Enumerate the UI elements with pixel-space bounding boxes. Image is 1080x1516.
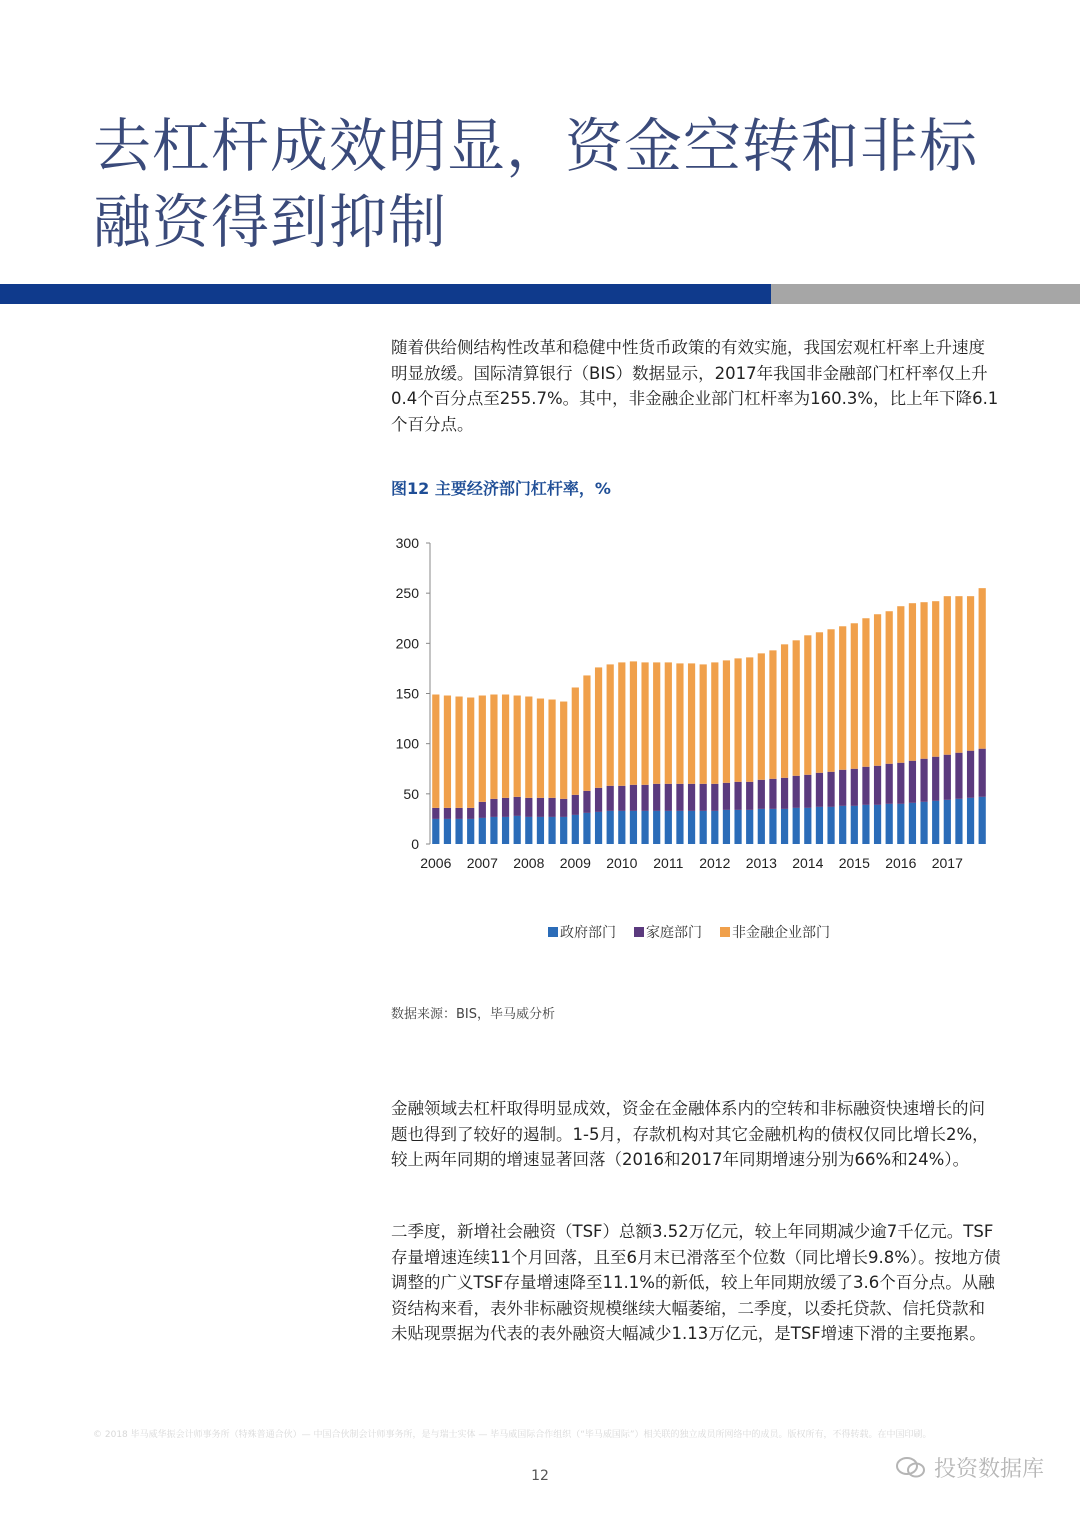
bar-segment-corporate	[979, 588, 986, 749]
wechat-icon	[896, 1456, 926, 1480]
bar-segment-corporate	[665, 662, 672, 783]
bar-segment-government	[944, 800, 951, 844]
bar-segment-household	[932, 757, 939, 801]
bar-segment-household	[641, 785, 648, 811]
bar-segment-household	[455, 808, 462, 819]
bar-segment-corporate	[525, 697, 532, 798]
x-tick-label: 2007	[466, 855, 498, 871]
y-tick-label: 0	[411, 836, 419, 852]
bar-segment-household	[490, 799, 497, 817]
bar-segment-household	[607, 786, 614, 811]
bar-segment-corporate	[572, 687, 579, 794]
bar-segment-corporate	[839, 626, 846, 769]
y-tick-label: 150	[395, 685, 419, 702]
paragraph-financial-deleveraging: 金融领域去杠杆取得明显成效，资金在金融体系内的空转和非标融资快速增长的问题也得到了较好的遏制。1-5月，存款机构对其它金融机构的债权仅同比增长2%，较上两年同期的增速显著回落（2016和2017年同期增速分别为66%和24%）。	[391, 1099, 989, 1169]
bar-segment-household	[723, 783, 730, 810]
bar-segment-corporate	[746, 657, 753, 781]
legend-swatch-household	[634, 927, 644, 937]
bar-segment-government	[630, 811, 637, 844]
bar-segment-corporate	[688, 663, 695, 783]
bar-segment-household	[653, 784, 660, 811]
bar-segment-government	[979, 797, 986, 844]
bar-segment-government	[455, 819, 462, 844]
bar-segment-household	[746, 782, 753, 810]
bar-segment-corporate	[595, 667, 602, 787]
bar-segment-household	[886, 764, 893, 804]
bar-segment-household	[769, 779, 776, 809]
bar-segment-corporate	[700, 664, 707, 783]
legend-item-government	[548, 922, 616, 942]
bar-segment-government	[769, 809, 776, 844]
bar-segment-household	[711, 784, 718, 811]
bar-segment-corporate	[944, 596, 951, 755]
bar-segment-government	[537, 817, 544, 844]
bar-segment-corporate	[920, 602, 927, 759]
bar-segment-household	[572, 795, 579, 815]
legend-label-government: 政府部门	[560, 925, 616, 941]
bar-segment-household	[676, 784, 683, 811]
figure-source: 数据来源：BIS，毕马威分析	[391, 1007, 556, 1022]
bar-segment-household	[909, 761, 916, 803]
bar-segment-government	[793, 808, 800, 844]
bar-segment-government	[490, 817, 497, 844]
bar-segment-household	[665, 784, 672, 811]
bar-segment-corporate	[444, 696, 451, 808]
bar-segment-household	[897, 763, 904, 804]
bar-segment-household	[700, 784, 707, 811]
bar-segment-corporate	[967, 596, 974, 751]
x-tick-label: 2008	[513, 855, 545, 871]
bar-segment-household	[467, 808, 474, 819]
bar-segment-government	[665, 811, 672, 844]
bar-segment-government	[804, 808, 811, 844]
stacked-bar-chart	[380, 528, 1000, 878]
bar-segment-government	[909, 803, 916, 844]
bar-segment-government	[479, 818, 486, 844]
bar-segment-corporate	[862, 618, 869, 766]
header-rule-blue	[0, 284, 771, 304]
paragraph-intro: 随着供给侧结构性改革和稳健中性货币政策的有效实施，我国宏观杠杆率上升速度明显放缓。国际清算银行（BIS）数据显示，2017年我国非金融部门杠杆率仅上升0.4个百分点至255.7%。其中，非金融企业部门杠杆率为160.3%，比上年下降6.1个百分点。	[391, 338, 999, 434]
bar-segment-corporate	[909, 603, 916, 761]
bar-segment-government	[711, 811, 718, 844]
bar-segment-household	[548, 798, 555, 817]
bar-segment-government	[758, 809, 765, 844]
bar-segment-household	[967, 751, 974, 798]
bar-segment-corporate	[781, 644, 788, 777]
bar-segment-household	[618, 786, 625, 811]
bar-segment-government	[700, 811, 707, 844]
bar-segment-government	[467, 819, 474, 844]
bar-segment-corporate	[618, 662, 625, 785]
bar-segment-government	[920, 802, 927, 844]
bar-segment-corporate	[560, 702, 567, 799]
legend-label-household: 家庭部门	[646, 925, 702, 941]
bar-segment-corporate	[758, 653, 765, 779]
bar-segment-corporate	[804, 635, 811, 774]
bar-segment-household	[920, 759, 927, 802]
bar-segment-household	[479, 802, 486, 818]
legend-swatch-corporate	[720, 927, 730, 937]
bar-segment-corporate	[734, 658, 741, 781]
bar-segment-household	[874, 766, 881, 805]
bar-segment-government	[618, 811, 625, 844]
x-tick-label: 2016	[885, 855, 917, 871]
bar-segment-household	[444, 808, 451, 819]
bar-segment-corporate	[653, 662, 660, 783]
x-tick-label: 2006	[420, 855, 452, 871]
bar-segment-corporate	[490, 695, 497, 799]
bar-segment-government	[874, 805, 881, 844]
bar-segment-household	[560, 799, 567, 817]
bar-segment-household	[688, 784, 695, 811]
bar-segment-household	[816, 773, 823, 807]
bar-segment-household	[525, 798, 532, 817]
bar-segment-government	[932, 801, 939, 844]
bar-segment-corporate	[641, 662, 648, 784]
watermark	[896, 1452, 1044, 1483]
bar-segment-government	[641, 811, 648, 844]
bar-segment-corporate	[793, 640, 800, 775]
x-tick-label: 2014	[792, 855, 824, 871]
page-title: 去杠杆成效明显，资金空转和非标融资得到抑制	[93, 112, 979, 256]
bar-segment-household	[537, 798, 544, 817]
bar-segment-government	[583, 813, 590, 844]
bar-segment-government	[688, 811, 695, 844]
x-tick-label: 2017	[931, 855, 963, 871]
x-tick-label: 2012	[699, 855, 731, 871]
bar-segment-government	[560, 817, 567, 844]
bar-segment-government	[746, 810, 753, 844]
bar-segment-government	[897, 804, 904, 844]
bar-segment-government	[851, 806, 858, 844]
x-tick-label: 2013	[745, 855, 777, 871]
bar-segment-household	[804, 775, 811, 808]
bar-segment-corporate	[897, 606, 904, 763]
bar-segment-household	[979, 749, 986, 797]
bar-segment-corporate	[676, 663, 683, 783]
x-tick-label: 2009	[559, 855, 591, 871]
legend-swatch-government	[548, 927, 558, 937]
bar-segment-corporate	[827, 629, 834, 771]
bar-segment-government	[548, 817, 555, 844]
footer-copyright: © 2018 毕马威华振会计师事务所（特殊普通合伙）— 中国合伙制会计师事务所，是与瑞士实体 — 毕马威国际合作组织（“毕马威国际”）相关联的独立成员所网络中的成员。版权所有，不得转载。在中国印刷。	[93, 1430, 932, 1440]
bar-segment-government	[886, 804, 893, 844]
legend-item-corporate	[720, 922, 830, 942]
legend-label-corporate: 非金融企业部门	[732, 925, 830, 941]
x-tick-label: 2011	[653, 855, 684, 871]
bar-segment-government	[607, 811, 614, 844]
y-tick-label: 200	[395, 635, 419, 652]
bar-segment-household	[793, 776, 800, 808]
bar-segment-government	[432, 819, 439, 844]
page-number: 12	[531, 1468, 549, 1484]
paragraph-tsf: 二季度，新增社会融资（TSF）总额3.52万亿元，较上年同期减少逾7千亿元。TSF存量增速连续11个月回落，且至6月末已滑落至个位数（同比增长9.8%）。按地方债调整的广义TSF存量增速降至11.1%的新低，较上年同期放缓了3.6个百分点。从融资结构来看，表外非标融资规模继续大幅萎缩，二季度，以委托贷款、信托贷款和未贴现票据为代表的表外融资大幅减少1.13万亿元，是TSF增速下滑的主要拖累。	[391, 1222, 1001, 1343]
bar-segment-household	[781, 778, 788, 809]
figure-title: 图12 主要经济部门杠杆率，%	[391, 479, 611, 498]
bar-segment-corporate	[502, 695, 509, 798]
bar-segment-household	[944, 755, 951, 800]
watermark-text: 投资数据库	[933, 1457, 1044, 1482]
legend-item-household	[634, 922, 702, 942]
bar-segment-government	[827, 807, 834, 844]
bar-segment-government	[839, 806, 846, 844]
bar-segment-household	[955, 753, 962, 799]
bar-segment-corporate	[514, 696, 521, 797]
bar-segment-government	[781, 809, 788, 844]
bar-segment-household	[630, 785, 637, 811]
bar-segment-government	[502, 817, 509, 844]
bar-segment-corporate	[548, 700, 555, 798]
bar-segment-corporate	[816, 632, 823, 772]
bar-segment-government	[955, 799, 962, 844]
bar-segment-household	[583, 791, 590, 813]
bar-segment-household	[514, 797, 521, 816]
bar-segment-government	[967, 798, 974, 844]
bar-segment-corporate	[723, 660, 730, 782]
y-tick-label: 300	[395, 535, 419, 551]
bar-segment-corporate	[886, 611, 893, 764]
bar-segment-corporate	[955, 596, 962, 753]
bar-segment-government	[653, 811, 660, 844]
chart-legend	[548, 922, 830, 942]
bar-segment-corporate	[711, 662, 718, 783]
bar-segment-corporate	[607, 664, 614, 785]
bar-segment-household	[862, 767, 869, 805]
bar-segment-household	[851, 769, 858, 806]
bar-segment-corporate	[455, 697, 462, 808]
y-tick-label: 250	[395, 585, 419, 602]
bar-segment-corporate	[467, 698, 474, 808]
bar-segment-corporate	[583, 675, 590, 790]
bar-segment-government	[676, 811, 683, 844]
bar-segment-corporate	[537, 699, 544, 798]
bar-segment-government	[525, 817, 532, 844]
bar-segment-government	[514, 816, 521, 844]
bar-segment-corporate	[769, 650, 776, 778]
bar-segment-corporate	[479, 696, 486, 802]
bar-segment-household	[839, 770, 846, 806]
bar-segment-household	[595, 788, 602, 812]
bar-segment-government	[862, 805, 869, 844]
bar-segment-corporate	[874, 614, 881, 766]
header-rule-gray	[771, 284, 1080, 304]
bar-segment-government	[595, 812, 602, 844]
bar-segment-corporate	[630, 661, 637, 784]
bar-segment-government	[572, 815, 579, 844]
bar-segment-household	[432, 808, 439, 819]
x-tick-label: 2015	[838, 855, 870, 871]
bar-segment-government	[723, 810, 730, 844]
bar-segment-household	[734, 782, 741, 810]
bar-segment-household	[827, 772, 834, 807]
x-tick-label: 2010	[606, 855, 638, 871]
bar-segment-corporate	[851, 623, 858, 768]
bar-segment-household	[502, 798, 509, 817]
bar-segment-corporate	[432, 695, 439, 808]
y-tick-label: 100	[395, 735, 419, 752]
bar-segment-government	[444, 819, 451, 844]
y-tick-label: 50	[403, 785, 419, 802]
bar-segment-government	[734, 810, 741, 844]
bar-segment-government	[816, 807, 823, 844]
bar-segment-household	[758, 780, 765, 809]
bar-segment-corporate	[932, 601, 939, 757]
